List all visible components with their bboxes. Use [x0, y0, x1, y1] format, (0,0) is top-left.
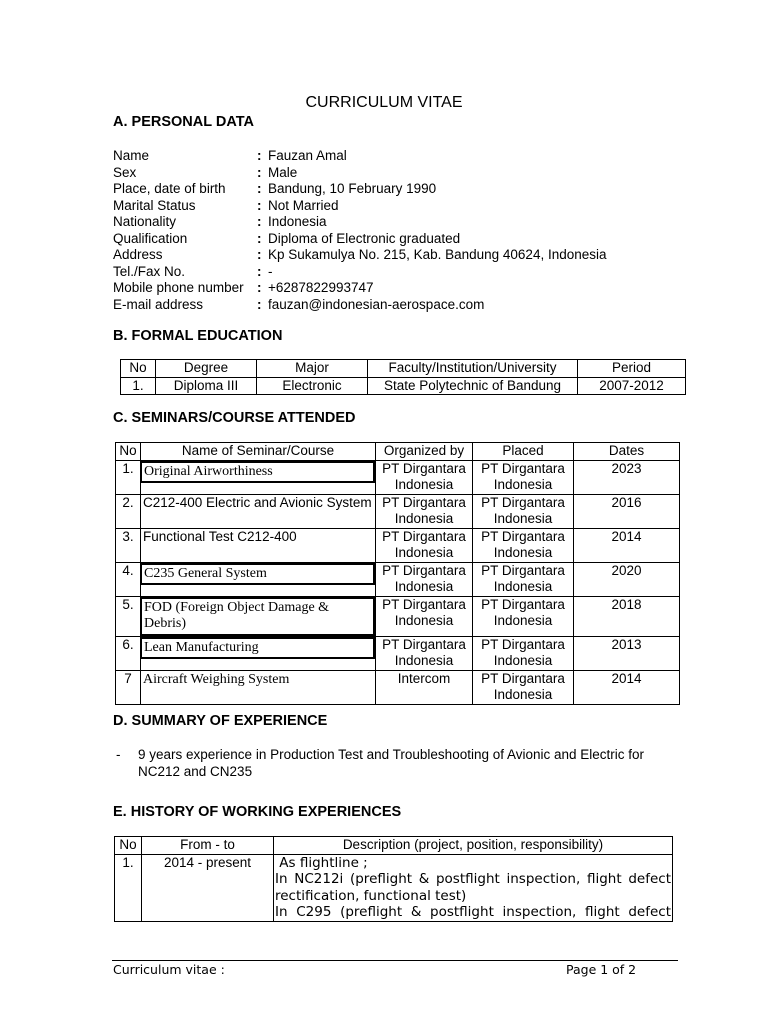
- column-header: From - to: [142, 837, 274, 855]
- field-label: Place, date of birth: [113, 181, 226, 196]
- field-separator: :: [257, 164, 262, 180]
- description-line: In C295 (preflight & postflight inspection, flight defect: [275, 904, 671, 920]
- personal-data-row: [113, 214, 673, 231]
- table-row: [116, 670, 680, 704]
- seminar-name-cell: [141, 636, 376, 670]
- table-row: [116, 636, 680, 670]
- field-separator: :: [257, 148, 262, 163]
- field-separator: :: [257, 230, 262, 246]
- table-header-row: [121, 360, 686, 378]
- page-number: Page 1 of 2: [566, 962, 637, 977]
- table-cell: 2007-2012: [578, 377, 686, 395]
- seminar-name-cell: [141, 494, 376, 528]
- seminar-name-cell: [141, 596, 376, 636]
- table-cell: 4.: [116, 562, 141, 596]
- table-row: [116, 528, 680, 562]
- field-value: Male: [268, 164, 298, 180]
- bullet-dash: -: [116, 747, 121, 762]
- personal-data-row: [113, 280, 673, 297]
- field-value: Diploma of Electronic graduated: [268, 230, 461, 246]
- table-cell: PT Dirgantara Indonesia: [376, 562, 473, 596]
- personal-data-row: [113, 181, 673, 198]
- table-row: [116, 494, 680, 528]
- table-cell: PT Dirgantara Indonesia: [473, 528, 574, 562]
- table-cell: 2023: [574, 460, 680, 494]
- field-value: -: [268, 263, 273, 279]
- field-label: Nationality: [113, 214, 177, 229]
- personal-data-row: [113, 231, 673, 248]
- seminar-name: C235 General System: [140, 563, 375, 586]
- table-cell: 1.: [115, 854, 142, 921]
- column-header: Degree: [156, 360, 257, 378]
- section-heading-seminars: C. SEMINARS/COURSE ATTENDED: [113, 410, 356, 426]
- table-header-row: [115, 837, 673, 855]
- column-header: Organized by: [376, 443, 473, 461]
- table-cell: PT Dirgantara Indonesia: [473, 562, 574, 596]
- table-cell: 3.: [116, 528, 141, 562]
- field-value: fauzan@indonesian-aerospace.com: [268, 296, 485, 312]
- seminar-name: Original Airworthiness: [140, 461, 375, 484]
- table-cell: PT Dirgantara Indonesia: [376, 494, 473, 528]
- table-cell: 1.: [121, 377, 156, 395]
- personal-data-row: [113, 165, 673, 182]
- seminar-name: Aircraft Weighing System: [143, 671, 290, 687]
- personal-data-row: [113, 264, 673, 281]
- table-cell: 2.: [116, 494, 141, 528]
- field-label: Address: [113, 247, 163, 262]
- seminar-name-cell: [141, 670, 376, 704]
- table-row: [116, 562, 680, 596]
- table-cell: 2014: [574, 528, 680, 562]
- section-heading-work-history: E. HISTORY OF WORKING EXPERIENCES: [113, 804, 402, 820]
- table-cell-description: [274, 854, 673, 921]
- column-header: Faculty/Institution/University: [368, 360, 578, 378]
- table-cell: PT Dirgantara Indonesia: [473, 596, 574, 636]
- table-cell: 1.: [116, 460, 141, 494]
- section-heading-summary: D. SUMMARY OF EXPERIENCE: [113, 713, 328, 729]
- table-cell: 2020: [574, 562, 680, 596]
- description-line: As flightline ;: [275, 854, 368, 871]
- table-cell: 2013: [574, 636, 680, 670]
- field-separator: :: [257, 181, 262, 196]
- field-label: Mobile phone number: [113, 280, 244, 295]
- work-history-table: [114, 836, 673, 922]
- column-header: No: [121, 360, 156, 378]
- table-cell: 2016: [574, 494, 680, 528]
- table-cell: 6.: [116, 636, 141, 670]
- personal-data-row: [113, 148, 673, 165]
- seminar-name-cell: [141, 460, 376, 494]
- section-heading-personal-data: A. PERSONAL DATA: [113, 114, 254, 130]
- table-cell: PT Dirgantara Indonesia: [376, 460, 473, 494]
- field-label: Sex: [113, 164, 137, 180]
- table-cell: 2018: [574, 596, 680, 636]
- table-cell: PT Dirgantara Indonesia: [473, 670, 574, 704]
- table-row: [121, 377, 686, 395]
- seminar-name: Lean Manufacturing: [140, 637, 375, 660]
- field-separator: :: [257, 247, 262, 262]
- column-header: Description (project, position, responsibility): [274, 837, 673, 855]
- seminar-name: C212-400 Electric and Avionic System: [143, 494, 372, 510]
- table-header-row: [116, 443, 680, 461]
- table-cell: Intercom: [376, 670, 473, 704]
- column-header: No: [116, 443, 141, 461]
- table-row: [115, 854, 673, 921]
- table-cell: PT Dirgantara Indonesia: [376, 596, 473, 636]
- table-row: [116, 460, 680, 494]
- field-separator: :: [257, 263, 262, 279]
- field-separator: :: [257, 280, 262, 295]
- table-cell: State Polytechnic of Bandung: [368, 377, 578, 395]
- field-label: E-mail address: [113, 296, 204, 312]
- document-title: CURRICULUM VITAE: [305, 94, 463, 111]
- footer-divider: [112, 960, 678, 961]
- field-label: Name: [113, 148, 150, 163]
- table-cell: 7: [116, 670, 141, 704]
- field-label: Qualification: [113, 230, 188, 246]
- field-value: Bandung, 10 February 1990: [268, 181, 437, 196]
- field-separator: :: [257, 197, 262, 213]
- column-header: Period: [578, 360, 686, 378]
- field-value: +6287822993747: [268, 280, 374, 295]
- seminar-name: Functional Test C212-400: [143, 528, 297, 544]
- column-header: No: [115, 837, 142, 855]
- description-line: In NC212i (preflight & postflight inspection, flight defect rectification, functional test): [275, 871, 671, 904]
- table-cell: PT Dirgantara Indonesia: [376, 636, 473, 670]
- seminar-name: FOD (Foreign Object Damage & Debris): [140, 597, 375, 636]
- table-cell: 5.: [116, 596, 141, 636]
- field-value: Not Married: [268, 197, 339, 213]
- field-separator: :: [257, 296, 262, 312]
- field-value: Indonesia: [268, 214, 327, 229]
- column-header: Placed: [473, 443, 574, 461]
- table-cell: PT Dirgantara Indonesia: [473, 636, 574, 670]
- table-cell: 2014: [574, 670, 680, 704]
- table-cell: PT Dirgantara Indonesia: [473, 494, 574, 528]
- personal-data-row: [113, 297, 673, 314]
- table-cell: PT Dirgantara Indonesia: [376, 528, 473, 562]
- personal-data-row: [113, 247, 673, 264]
- summary-item: 9 years experience in Production Test and Troubleshooting of Avionic and Electric for NC212 and CN235: [138, 747, 645, 779]
- column-header: Name of Seminar/Course: [141, 443, 376, 461]
- column-header: Dates: [574, 443, 680, 461]
- footer-label: Curriculum vitae :: [113, 962, 225, 977]
- table-cell: PT Dirgantara Indonesia: [473, 460, 574, 494]
- field-separator: :: [257, 214, 262, 229]
- personal-data-row: [113, 198, 673, 215]
- field-label: Marital Status: [113, 197, 196, 213]
- table-cell: 2014 - present: [142, 854, 274, 921]
- seminars-table: [115, 442, 680, 705]
- seminar-name-cell: [141, 528, 376, 562]
- table-row: [116, 596, 680, 636]
- field-value: Fauzan Amal: [268, 148, 347, 163]
- table-cell: Electronic: [257, 377, 368, 395]
- field-label: Tel./Fax No.: [113, 263, 186, 279]
- seminar-name-cell: [141, 562, 376, 596]
- field-value: Kp Sukamulya No. 215, Kab. Bandung 40624, Indonesia: [268, 247, 607, 262]
- education-table: [120, 359, 686, 395]
- section-heading-formal-education: B. FORMAL EDUCATION: [113, 328, 283, 344]
- table-cell: Diploma III: [156, 377, 257, 395]
- column-header: Major: [257, 360, 368, 378]
